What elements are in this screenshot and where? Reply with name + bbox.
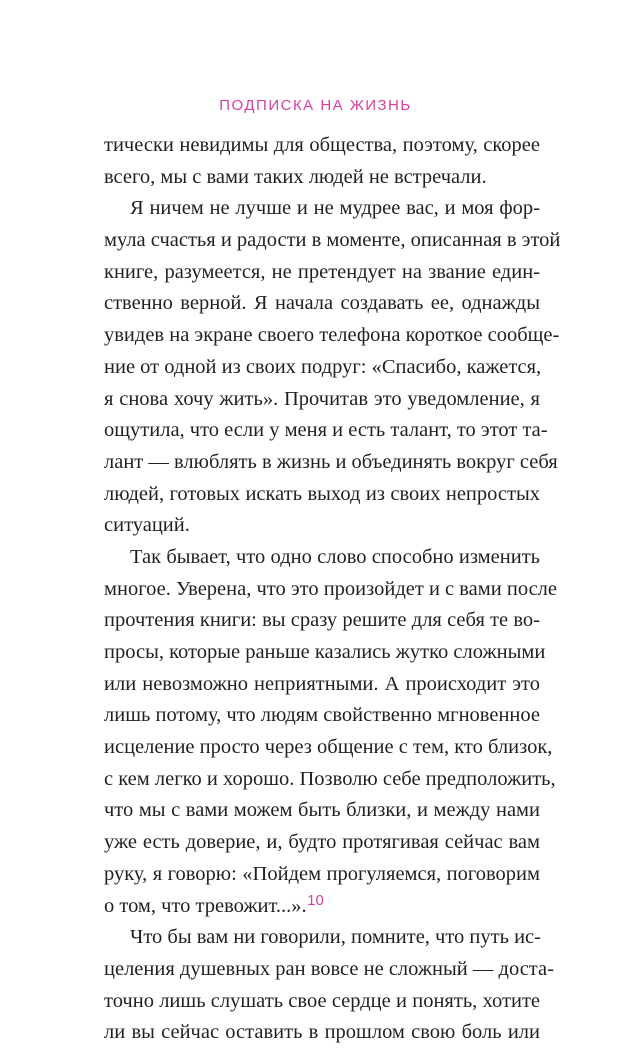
- text-line: о том, что тревожит...».: [104, 894, 307, 917]
- text-line: с кем легко и хорошо. Позволю себе предположить,: [104, 767, 556, 790]
- text-line: ние от одной из своих подруг: «Спасибо, кажется,: [104, 355, 542, 378]
- text-line: просы, которые раньше казались жутко сложными: [104, 641, 546, 663]
- text-line: книге, разумеется, не претендует на звание един-: [104, 260, 540, 283]
- text-line: лишь потому, что людям свойственно мгновенное: [104, 704, 540, 727]
- text-line: Я ничем не лучше и не мудрее вас, и моя фор-: [130, 197, 540, 220]
- text-line: что мы с вами можем быть близки, и между нами: [104, 799, 540, 822]
- body-text: [104, 130, 561, 1049]
- text-line: многое. Уверена, что это произойдет и с вами после: [104, 577, 558, 600]
- text-line: уже есть доверие, и, будто протягивая сейчас вам: [104, 831, 540, 854]
- text-line: ощутила, что если у меня и есть талант, то этот та-: [104, 419, 548, 442]
- text-line: или невозможно неприятными. А происходит это: [104, 672, 540, 695]
- text-line: лант — влюблять в жизнь и объединять вокруг себя: [104, 450, 558, 473]
- text-line: точно лишь слушать свое сердце и понять, хотите: [104, 989, 540, 1012]
- text-line: руку, я говорю: «Пойдем прогуляемся, поговорим: [104, 862, 540, 885]
- text-line: целения душевных ран вовсе не сложный — доста-: [104, 957, 554, 980]
- text-line: ситуаций.: [104, 514, 190, 537]
- text-line: Так бывает, что одно слово способно изменить: [130, 545, 540, 568]
- page-number: 10: [307, 892, 324, 909]
- text-line: всего, мы с вами таких людей не встречали.: [104, 165, 487, 188]
- text-line: ственно верной. Я начала создавать ее, однажды: [104, 292, 540, 315]
- text-line: людей, готовых искать выход из своих непростых: [104, 482, 540, 505]
- running-head: ПОДПИСКА НА ЖИЗНЬ: [219, 97, 412, 114]
- text-line: прочтения книги: вы сразу решите для себя те во-: [104, 609, 540, 632]
- text-line: увидев на экране своего телефона короткое сообще-: [104, 324, 560, 347]
- text-line: ли вы сейчас оставить в прошлом свою боль или: [104, 1021, 540, 1044]
- text-line: исцеление просто через общение с тем, кто близок,: [104, 736, 553, 759]
- text-line: тически невидимы для общества, поэтому, скорее: [104, 134, 540, 156]
- text-line: Что бы вам ни говорили, помните, что путь ис-: [130, 926, 541, 949]
- text-line: мула счастья и радости в моменте, описанная в этой: [104, 229, 561, 252]
- text-line: я снова хочу жить». Прочитав это уведомление, я: [104, 387, 540, 410]
